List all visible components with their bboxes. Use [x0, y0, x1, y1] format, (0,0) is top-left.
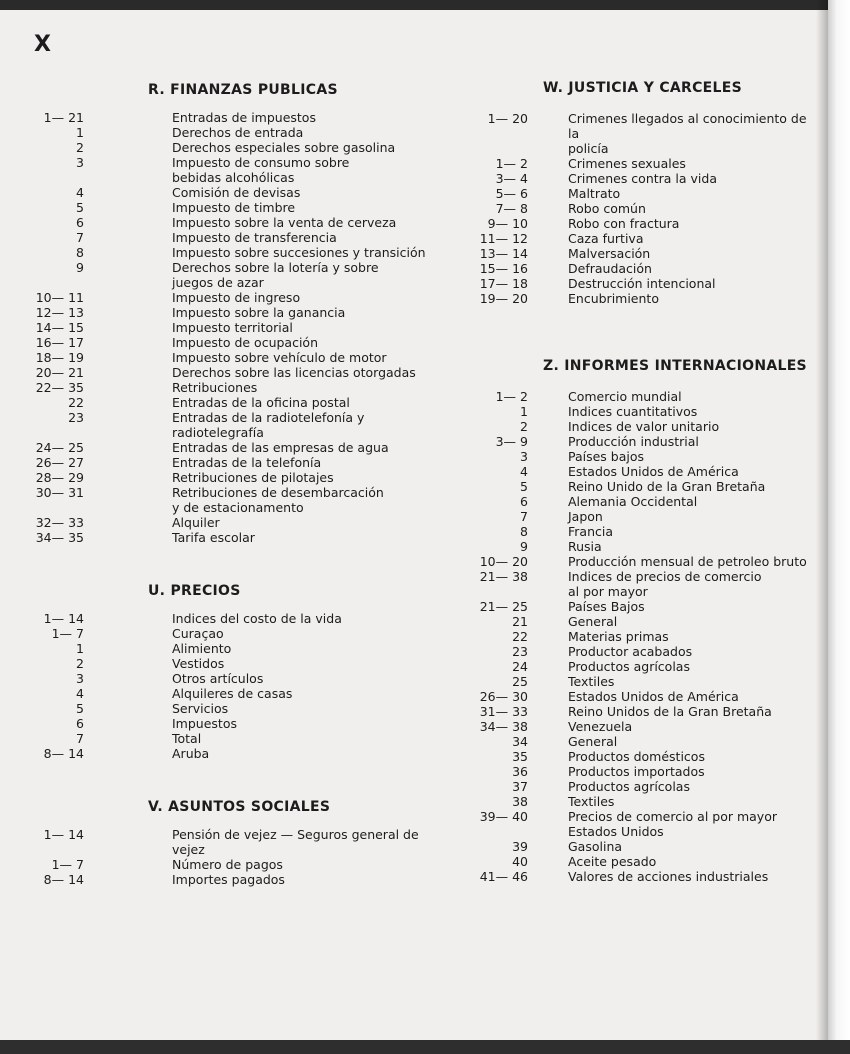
table-range: 5— 6 [495, 186, 528, 201]
section-heading: U. PRECIOS [148, 583, 241, 599]
entry-label: Estados Unidos de América [568, 464, 739, 479]
index-entry [470, 246, 815, 261]
table-range: 4 [76, 185, 84, 200]
table-range: 18— 19 [35, 350, 84, 365]
entry-label: Curaçao [172, 626, 224, 641]
table-range: 39— 40 [479, 809, 528, 824]
right-column [470, 80, 815, 884]
index-entry [470, 794, 815, 809]
table-range: 37 [512, 779, 528, 794]
table-range: 32— 33 [35, 515, 84, 530]
index-entry [470, 171, 815, 186]
table-range: 1 [76, 125, 84, 140]
table-range: 25 [512, 674, 528, 689]
table-range: 30— 31 [35, 485, 84, 500]
index-entry [470, 749, 815, 764]
entry-label: Comercio mundial [568, 389, 682, 404]
table-range: 1— 14 [43, 827, 84, 842]
entry-list [470, 111, 815, 306]
entry-label: Productor acabados [568, 644, 693, 659]
table-range: 36 [512, 764, 528, 779]
table-range: 8 [520, 524, 528, 539]
table-range: 2 [76, 140, 84, 155]
table-range: 1— 20 [487, 111, 528, 126]
entry-label: Precios de comercio al por mayor Estados Unidos [568, 809, 777, 839]
entry-label: Impuesto de consumo sobre bebidas alcohólicas [172, 155, 350, 185]
index-entry [470, 524, 815, 539]
index-entry [470, 419, 815, 434]
table-range: 24 [512, 659, 528, 674]
table-range: 19— 20 [479, 291, 528, 306]
index-entry [470, 809, 815, 839]
entry-label: Número de pagos [172, 857, 283, 872]
entry-label: Derechos de entrada [172, 125, 304, 140]
index-entry [470, 719, 815, 734]
table-range: 10— 20 [479, 554, 528, 569]
entry-label: Aceite pesado [568, 854, 657, 869]
section-heading: Z. INFORMES INTERNACIONALES [543, 358, 807, 374]
entry-label: Impuesto de ingreso [172, 290, 301, 305]
table-range: 41— 46 [479, 869, 528, 884]
table-range: 6 [76, 716, 84, 731]
index-entry [470, 569, 815, 599]
table-range: 1 [520, 404, 528, 419]
index-entry [30, 671, 470, 686]
table-range: 4 [76, 686, 84, 701]
entry-label: Robo con fractura [568, 216, 680, 231]
index-entry [30, 140, 470, 155]
entry-label: Comisión de devisas [172, 185, 301, 200]
section-heading: W. JUSTICIA Y CARCELES [543, 80, 743, 96]
index-entry [470, 216, 815, 231]
entry-label: Maltrato [568, 186, 621, 201]
entry-label: Productos importados [568, 764, 705, 779]
table-range: 24— 25 [35, 440, 84, 455]
table-range: 12— 13 [35, 305, 84, 320]
index-entry [30, 110, 470, 125]
section-heading: V. ASUNTOS SOCIALES [148, 799, 331, 815]
table-range: 11— 12 [479, 231, 528, 246]
index-entry [30, 746, 470, 761]
index-entry [30, 245, 470, 260]
table-range: 2 [76, 656, 84, 671]
index-entry [30, 731, 470, 746]
index-entry [470, 494, 815, 509]
index-entry [30, 455, 470, 470]
index-entry [470, 276, 815, 291]
index-entry [470, 111, 815, 156]
entry-label: Entradas de las empresas de agua [172, 440, 389, 455]
index-entry [30, 335, 470, 350]
entry-label: Retribuciones de pilotajes [172, 470, 334, 485]
index-entry [470, 539, 815, 554]
section-w [470, 80, 815, 306]
index-entry [30, 857, 470, 872]
entry-label: Servicios [172, 701, 229, 716]
index-entry [470, 186, 815, 201]
entry-label: Defraudación [568, 261, 652, 276]
entry-label: Países bajos [568, 449, 645, 464]
index-entry [30, 350, 470, 365]
table-range: 6 [76, 215, 84, 230]
index-entry [470, 629, 815, 644]
table-range: 1 [76, 641, 84, 656]
section-heading: R. FINANZAS PUBLICAS [148, 82, 338, 98]
entry-label: Entradas de la oficina postal [172, 395, 350, 410]
index-entry [30, 440, 470, 455]
index-entry [30, 515, 470, 530]
entry-label: Derechos especiales sobre gasolina [172, 140, 396, 155]
entry-label: Alemania Occidental [568, 494, 698, 509]
index-entry [30, 656, 470, 671]
entry-label: Pensión de vejez — Seguros general de vejez [172, 827, 419, 857]
entry-label: Robo común [568, 201, 646, 216]
entry-label: Impuesto sobre succesiones y transición [172, 245, 426, 260]
table-range: 7 [76, 230, 84, 245]
entry-label: Materias primas [568, 629, 669, 644]
table-range: 3 [76, 155, 84, 170]
table-range: 1— 14 [43, 611, 84, 626]
index-entry [30, 641, 470, 656]
index-entry [30, 200, 470, 215]
table-range: 1— 7 [51, 626, 84, 641]
table-range: 35 [512, 749, 528, 764]
index-entry [30, 230, 470, 245]
index-entry [470, 479, 815, 494]
index-entry [470, 734, 815, 749]
section-u [30, 583, 470, 761]
index-entry [470, 614, 815, 629]
table-range: 23 [68, 410, 84, 425]
entry-list [30, 110, 470, 545]
entry-label: Impuesto de timbre [172, 200, 296, 215]
table-range: 3 [520, 449, 528, 464]
left-column [30, 82, 470, 887]
index-entry [30, 380, 470, 395]
table-range: 13— 14 [479, 246, 528, 261]
table-range: 39 [512, 839, 528, 854]
table-range: 3— 9 [495, 434, 528, 449]
page-edge [828, 0, 850, 1054]
entry-label: Alquileres de casas [172, 686, 293, 701]
entry-label: Crimenes sexuales [568, 156, 686, 171]
entry-label: Aruba [172, 746, 210, 761]
index-entry [470, 201, 815, 216]
index-entry [30, 626, 470, 641]
table-range: 9— 10 [487, 216, 528, 231]
table-range: 3 [76, 671, 84, 686]
entry-label: Reino Unido de la Gran Bretaña [568, 479, 766, 494]
table-range: 1— 21 [43, 110, 84, 125]
table-range: 34— 35 [35, 530, 84, 545]
table-range: 8— 14 [43, 746, 84, 761]
table-range: 38 [512, 794, 528, 809]
entry-label: Impuesto de ocupación [172, 335, 318, 350]
entry-label: Producción industrial [568, 434, 699, 449]
table-range: 10— 11 [35, 290, 84, 305]
page-fold-shadow [816, 0, 828, 1054]
index-entry [470, 156, 815, 171]
index-entry [470, 854, 815, 869]
entry-label: Indices cuantitativos [568, 404, 698, 419]
entry-label: General [568, 614, 618, 629]
table-range: 15— 16 [479, 261, 528, 276]
table-range: 3— 4 [495, 171, 528, 186]
index-entry [30, 320, 470, 335]
entry-label: Derechos sobre las licencias otorgadas [172, 365, 416, 380]
entry-label: Francia [568, 524, 614, 539]
entry-label: Valores de acciones industriales [568, 869, 769, 884]
index-entry [470, 659, 815, 674]
table-range: 28— 29 [35, 470, 84, 485]
entry-label: Importes pagados [172, 872, 285, 887]
index-entry [470, 869, 815, 884]
table-range: 5 [520, 479, 528, 494]
table-range: 26— 30 [479, 689, 528, 704]
table-range: 20— 21 [35, 365, 84, 380]
entry-label: Rusia [568, 539, 602, 554]
table-range: 22 [512, 629, 528, 644]
entry-label: Productos agrícolas [568, 779, 690, 794]
entry-list [30, 611, 470, 761]
scan-bottom-border [0, 1040, 850, 1054]
table-range: 21 [512, 614, 528, 629]
index-entry [470, 261, 815, 276]
table-range: 31— 33 [479, 704, 528, 719]
entry-label: Textiles [568, 794, 615, 809]
entry-label: Impuesto sobre la ganancia [172, 305, 346, 320]
index-entry [470, 554, 815, 569]
table-range: 5 [76, 200, 84, 215]
index-entry [470, 389, 815, 404]
entry-label: Retribuciones de desembarcación y de estacionamento [172, 485, 384, 515]
index-entry [470, 839, 815, 854]
index-entry [470, 404, 815, 419]
scan-top-border [0, 0, 850, 10]
entry-label: Malversación [568, 246, 651, 261]
table-range: 1— 2 [495, 156, 528, 171]
index-entry [470, 644, 815, 659]
entry-label: Gasolina [568, 839, 623, 854]
table-range: 23 [512, 644, 528, 659]
entry-label: Venezuela [568, 719, 633, 734]
entry-label: Crimenes llegados al conocimiento de la policía [568, 111, 807, 156]
table-range: 26— 27 [35, 455, 84, 470]
table-range: 5 [76, 701, 84, 716]
table-range: 9 [520, 539, 528, 554]
index-entry [30, 215, 470, 230]
index-entry [30, 701, 470, 716]
entry-label: Retribuciones [172, 380, 258, 395]
entry-label: Productos agrícolas [568, 659, 690, 674]
table-range: 2 [520, 419, 528, 434]
table-range: 9 [76, 260, 84, 275]
entry-label: Impuesto sobre la venta de cerveza [172, 215, 397, 230]
index-entry [30, 305, 470, 320]
table-range: 22 [68, 395, 84, 410]
entry-label: Estados Unidos de América [568, 689, 739, 704]
entry-label: Productos domésticos [568, 749, 705, 764]
entry-label: Japon [568, 509, 603, 524]
index-entry [470, 231, 815, 246]
index-entry [30, 185, 470, 200]
entry-label: Alimiento [172, 641, 232, 656]
table-range: 21— 25 [479, 599, 528, 614]
entry-label: Impuesto sobre vehículo de motor [172, 350, 387, 365]
entry-label: Impuesto de transferencia [172, 230, 337, 245]
index-entry [470, 704, 815, 719]
table-range: 7— 8 [495, 201, 528, 216]
table-range: 7 [76, 731, 84, 746]
index-entry [30, 485, 470, 515]
index-entry [470, 434, 815, 449]
entry-label: Crimenes contra la vida [568, 171, 717, 186]
table-range: 34 [512, 734, 528, 749]
index-entry [30, 260, 470, 290]
entry-label: Indices de valor unitario [568, 419, 720, 434]
index-entry [470, 291, 815, 306]
entry-list [470, 389, 815, 884]
page-number: X [34, 32, 51, 57]
table-range: 14— 15 [35, 320, 84, 335]
index-entry [470, 689, 815, 704]
table-range: 1— 2 [495, 389, 528, 404]
table-range: 1— 7 [51, 857, 84, 872]
table-range: 8 [76, 245, 84, 260]
index-entry [30, 155, 470, 185]
index-entry [30, 686, 470, 701]
table-range: 34— 38 [479, 719, 528, 734]
index-entry [470, 464, 815, 479]
entry-label: Impuesto territorial [172, 320, 293, 335]
index-entry [30, 125, 470, 140]
table-range: 16— 17 [35, 335, 84, 350]
entry-list [30, 827, 470, 887]
entry-label: Vestidos [172, 656, 225, 671]
index-entry [470, 509, 815, 524]
index-entry [30, 716, 470, 731]
entry-label: Caza furtiva [568, 231, 644, 246]
index-entry [470, 674, 815, 689]
entry-label: Impuestos [172, 716, 237, 731]
entry-label: Entradas de impuestos [172, 110, 316, 125]
section-r [30, 82, 470, 545]
index-entry [30, 395, 470, 410]
entry-label: Textiles [568, 674, 615, 689]
index-entry [470, 599, 815, 614]
index-entry [470, 449, 815, 464]
index-entry [30, 872, 470, 887]
section-z [470, 358, 815, 884]
table-range: 22— 35 [35, 380, 84, 395]
entry-label: Destrucción intencional [568, 276, 716, 291]
entry-label: General [568, 734, 618, 749]
index-entry [470, 779, 815, 794]
entry-label: Entradas de la radiotelefonía y radiotelegrafía [172, 410, 365, 440]
table-range: 17— 18 [479, 276, 528, 291]
table-range: 40 [512, 854, 528, 869]
index-entry [30, 290, 470, 305]
entry-label: Tarifa escolar [172, 530, 255, 545]
table-range: 7 [520, 509, 528, 524]
entry-label: Países Bajos [568, 599, 645, 614]
index-entry [30, 365, 470, 380]
table-range: 21— 38 [479, 569, 528, 584]
index-entry [30, 827, 470, 857]
index-entry [470, 764, 815, 779]
entry-label: Indices de precios de comercio al por mayor [568, 569, 762, 599]
table-range: 6 [520, 494, 528, 509]
entry-label: Derechos sobre la lotería y sobre juegos de azar [172, 260, 379, 290]
section-v [30, 799, 470, 887]
entry-label: Alquiler [172, 515, 220, 530]
entry-label: Reino Unidos de la Gran Bretaña [568, 704, 772, 719]
table-range: 8— 14 [43, 872, 84, 887]
table-range: 4 [520, 464, 528, 479]
index-entry [30, 410, 470, 440]
index-entry [30, 470, 470, 485]
index-entry [30, 611, 470, 626]
entry-label: Indices del costo de la vida [172, 611, 342, 626]
index-entry [30, 530, 470, 545]
entry-label: Otros artículos [172, 671, 264, 686]
entry-label: Total [172, 731, 202, 746]
entry-label: Producción mensual de petroleo bruto [568, 554, 807, 569]
entry-label: Encubrimiento [568, 291, 659, 306]
entry-label: Entradas de la telefonía [172, 455, 322, 470]
